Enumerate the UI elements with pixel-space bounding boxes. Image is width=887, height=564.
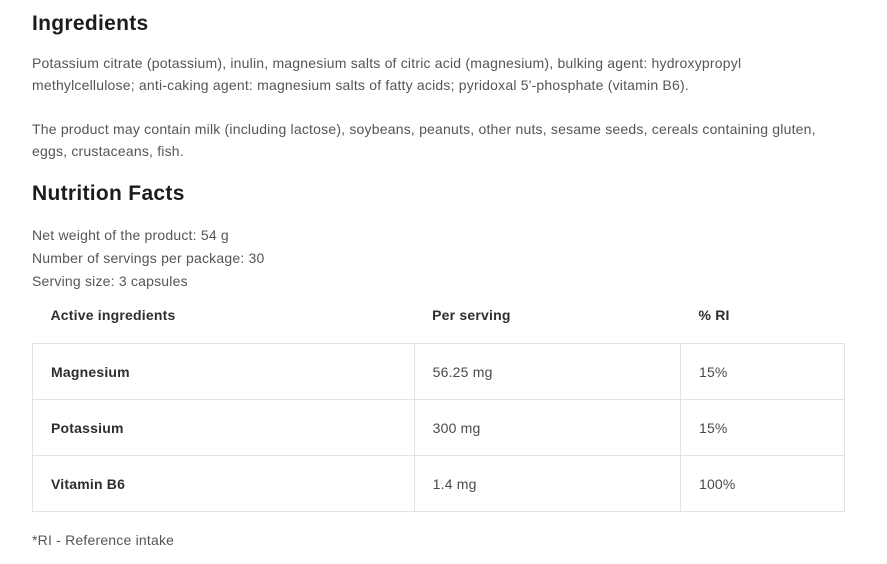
ingredient-name: Potassium (33, 400, 415, 456)
serving-size-text: Serving size: 3 capsules (32, 273, 188, 289)
ingredients-heading: Ingredients (32, 12, 149, 35)
column-header-per-serving: Per serving (432, 307, 511, 323)
allergen-notice-text: The product may contain milk (including lactose), soybeans, peanuts, other nuts, sesame seeds, cereals containing gluten, eggs, crustaceans, fish. (32, 121, 816, 159)
ri-value: 15% (680, 400, 844, 456)
ri-value: 100% (680, 456, 844, 512)
ingredient-name: Vitamin B6 (33, 456, 415, 512)
serving-info-block (32, 224, 845, 293)
nutrition-facts-heading: Nutrition Facts (32, 182, 185, 205)
net-weight-text: Net weight of the product: 54 g (32, 227, 229, 243)
per-serving-value: 1.4 mg (414, 456, 680, 512)
table-header-row (33, 301, 845, 344)
per-serving-value: 56.25 mg (414, 344, 680, 400)
ingredient-name: Magnesium (33, 344, 415, 400)
table-row-vitamin-b6 (33, 456, 845, 512)
nutrition-table (32, 301, 845, 512)
servings-per-package-text: Number of servings per package: 30 (32, 250, 265, 266)
ri-value: 15% (680, 344, 844, 400)
reference-intake-footnote: *RI - Reference intake (32, 532, 175, 548)
column-header-active-ingredients: Active ingredients (50, 307, 176, 323)
per-serving-value: 300 mg (414, 400, 680, 456)
column-header-ri: % RI (698, 307, 730, 323)
table-row-potassium (33, 400, 845, 456)
ingredients-composition-text: Potassium citrate (potassium), inulin, magnesium salts of citric acid (magnesium), bulking agent: hydroxypropyl methylcellulose; anti-caking agent: magnesium salts of fatty acids; pyridoxal 5'-phosphate (vitamin B6). (32, 55, 742, 93)
table-row-magnesium (33, 344, 845, 400)
